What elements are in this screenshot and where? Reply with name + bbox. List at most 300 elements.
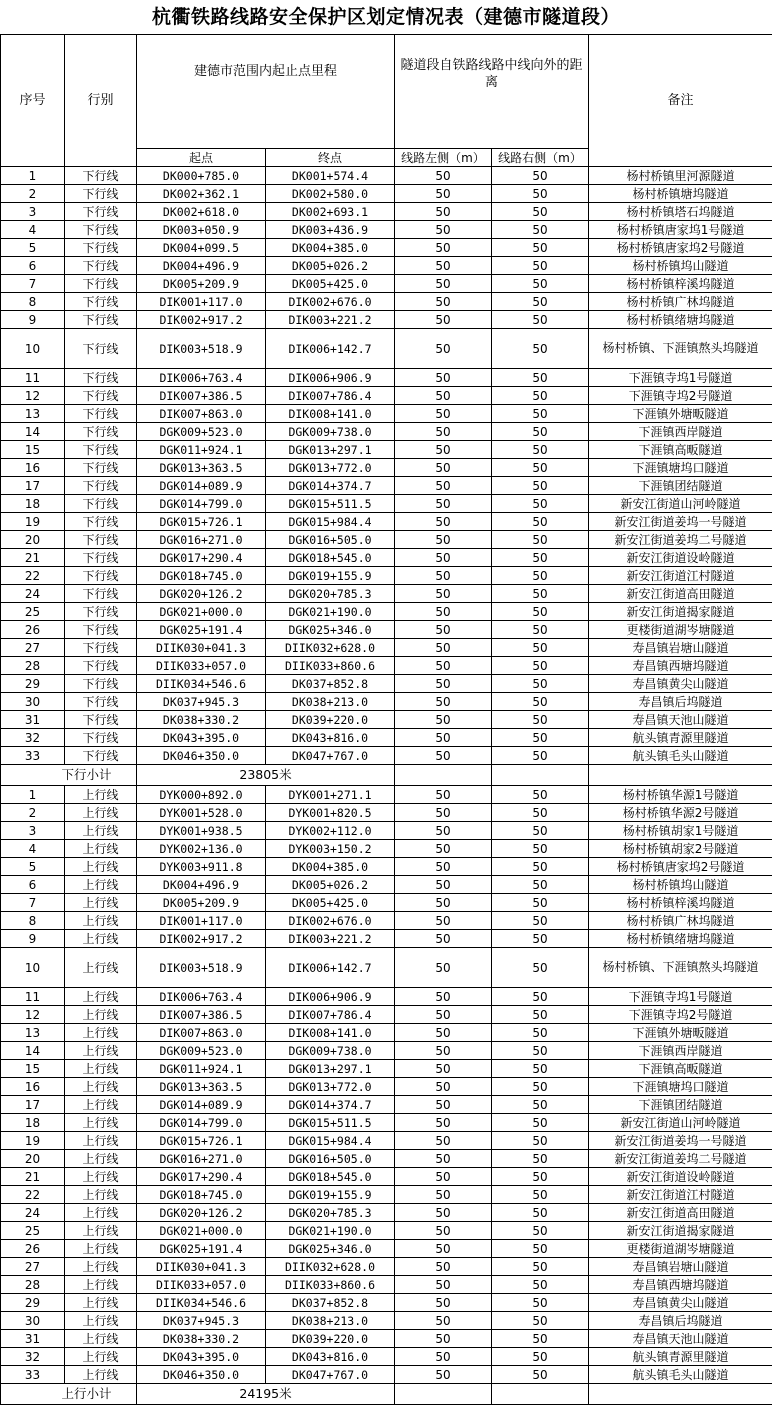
- remark-cell[interactable]: 下涯镇西岸隧道: [589, 423, 772, 441]
- remark-cell[interactable]: 寿昌镇西塘坞隧道: [589, 657, 772, 675]
- right-distance-cell[interactable]: 50: [492, 1366, 589, 1384]
- remark-cell[interactable]: 下涯镇寺坞2号隧道: [589, 387, 772, 405]
- header-left[interactable]: 线路左侧（m）: [395, 149, 492, 167]
- remark-cell[interactable]: 新安江街道江村隧道: [589, 567, 772, 585]
- right-distance-cell[interactable]: 50: [492, 459, 589, 477]
- left-distance-cell[interactable]: 50: [395, 639, 492, 657]
- start-cell[interactable]: DGK009+523.0: [137, 1042, 266, 1060]
- right-distance-cell[interactable]: 50: [492, 1114, 589, 1132]
- right-distance-cell[interactable]: 50: [492, 603, 589, 621]
- end-cell[interactable]: DIIK033+860.6: [266, 1276, 395, 1294]
- remark-cell[interactable]: 寿昌镇天池山隧道: [589, 711, 772, 729]
- start-cell[interactable]: DK038+330.2: [137, 711, 266, 729]
- line-cell[interactable]: 上行线: [65, 1096, 137, 1114]
- seq-cell[interactable]: 14: [1, 1042, 65, 1060]
- end-cell[interactable]: DK039+220.0: [266, 1330, 395, 1348]
- line-cell[interactable]: 上行线: [65, 1276, 137, 1294]
- left-distance-cell[interactable]: 50: [395, 1222, 492, 1240]
- left-distance-cell[interactable]: 50: [395, 804, 492, 822]
- right-distance-cell[interactable]: 50: [492, 621, 589, 639]
- start-cell[interactable]: DGK013+363.5: [137, 459, 266, 477]
- line-cell[interactable]: 下行线: [65, 459, 137, 477]
- left-distance-cell[interactable]: 50: [395, 585, 492, 603]
- right-distance-cell[interactable]: 50: [492, 1006, 589, 1024]
- remark-cell[interactable]: 杨村桥镇唐家坞1号隧道: [589, 221, 772, 239]
- seq-cell[interactable]: 22: [1, 1186, 65, 1204]
- right-distance-cell[interactable]: 50: [492, 423, 589, 441]
- end-cell[interactable]: DK047+767.0: [266, 747, 395, 765]
- remark-cell[interactable]: 杨村桥镇、下涯镇熬头坞隧道: [589, 329, 772, 369]
- seq-cell[interactable]: 1: [1, 167, 65, 185]
- line-cell[interactable]: 上行线: [65, 1024, 137, 1042]
- seq-cell[interactable]: 20: [1, 531, 65, 549]
- right-distance-cell[interactable]: 50: [492, 1204, 589, 1222]
- remark-cell[interactable]: 下涯镇西岸隧道: [589, 1042, 772, 1060]
- seq-cell[interactable]: 13: [1, 1024, 65, 1042]
- remark-cell[interactable]: 下涯镇外塘畈隧道: [589, 1024, 772, 1042]
- subtotal-label[interactable]: 下行小计: [1, 765, 137, 786]
- seq-cell[interactable]: 7: [1, 894, 65, 912]
- start-cell[interactable]: DIK003+518.9: [137, 329, 266, 369]
- end-cell[interactable]: DYK001+820.5: [266, 804, 395, 822]
- line-cell[interactable]: 下行线: [65, 257, 137, 275]
- end-cell[interactable]: DGK016+505.0: [266, 1150, 395, 1168]
- end-cell[interactable]: DIK006+906.9: [266, 988, 395, 1006]
- start-cell[interactable]: DK046+350.0: [137, 1366, 266, 1384]
- right-distance-cell[interactable]: 50: [492, 858, 589, 876]
- remark-cell[interactable]: 新安江街道设岭隧道: [589, 549, 772, 567]
- line-cell[interactable]: 上行线: [65, 840, 137, 858]
- end-cell[interactable]: DGK009+738.0: [266, 423, 395, 441]
- seq-cell[interactable]: 26: [1, 1240, 65, 1258]
- left-distance-cell[interactable]: 50: [395, 369, 492, 387]
- left-distance-cell[interactable]: 50: [395, 387, 492, 405]
- start-cell[interactable]: DYK000+892.0: [137, 786, 266, 804]
- end-cell[interactable]: DIK008+141.0: [266, 1024, 395, 1042]
- seq-cell[interactable]: 26: [1, 621, 65, 639]
- seq-cell[interactable]: 15: [1, 1060, 65, 1078]
- remark-cell[interactable]: 杨村桥镇坞山隧道: [589, 876, 772, 894]
- left-distance-cell[interactable]: 50: [395, 329, 492, 369]
- remark-cell[interactable]: 新安江街道姜坞一号隧道: [589, 1132, 772, 1150]
- seq-cell[interactable]: 33: [1, 747, 65, 765]
- start-cell[interactable]: DGK020+126.2: [137, 585, 266, 603]
- left-distance-cell[interactable]: 50: [395, 257, 492, 275]
- seq-cell[interactable]: 6: [1, 257, 65, 275]
- remark-cell[interactable]: 新安江街道高田隧道: [589, 585, 772, 603]
- remark-cell[interactable]: 航头镇毛头山隧道: [589, 747, 772, 765]
- remark-cell[interactable]: 杨村桥镇塔石坞隧道: [589, 203, 772, 221]
- right-distance-cell[interactable]: 50: [492, 1186, 589, 1204]
- remark-cell[interactable]: 杨村桥镇、下涯镇熬头坞隧道: [589, 948, 772, 988]
- remark-cell[interactable]: 下涯镇团结隧道: [589, 1096, 772, 1114]
- end-cell[interactable]: DGK020+785.3: [266, 1204, 395, 1222]
- start-cell[interactable]: DGK025+191.4: [137, 621, 266, 639]
- remark-cell[interactable]: 寿昌镇黄尖山隧道: [589, 675, 772, 693]
- line-cell[interactable]: 上行线: [65, 1132, 137, 1150]
- end-cell[interactable]: DGK019+155.9: [266, 1186, 395, 1204]
- end-cell[interactable]: DIK007+786.4: [266, 387, 395, 405]
- seq-cell[interactable]: 30: [1, 693, 65, 711]
- right-distance-cell[interactable]: 50: [492, 567, 589, 585]
- remark-cell[interactable]: 寿昌镇岩塘山隧道: [589, 639, 772, 657]
- start-cell[interactable]: DGK021+000.0: [137, 603, 266, 621]
- seq-cell[interactable]: 28: [1, 657, 65, 675]
- seq-cell[interactable]: 18: [1, 1114, 65, 1132]
- subtotal-value[interactable]: 23805米: [137, 765, 395, 786]
- remark-cell[interactable]: 新安江街道姜坞二号隧道: [589, 531, 772, 549]
- end-cell[interactable]: DGK015+984.4: [266, 1132, 395, 1150]
- start-cell[interactable]: DIK007+863.0: [137, 1024, 266, 1042]
- left-distance-cell[interactable]: 50: [395, 1312, 492, 1330]
- left-distance-cell[interactable]: 50: [395, 1006, 492, 1024]
- left-distance-cell[interactable]: 50: [395, 822, 492, 840]
- start-cell[interactable]: DIIK033+057.0: [137, 657, 266, 675]
- start-cell[interactable]: DGK015+726.1: [137, 513, 266, 531]
- left-distance-cell[interactable]: 50: [395, 167, 492, 185]
- right-distance-cell[interactable]: 50: [492, 167, 589, 185]
- seq-cell[interactable]: 12: [1, 1006, 65, 1024]
- start-cell[interactable]: DK005+209.9: [137, 894, 266, 912]
- empty-cell[interactable]: [395, 1384, 492, 1405]
- right-distance-cell[interactable]: 50: [492, 894, 589, 912]
- right-distance-cell[interactable]: 50: [492, 711, 589, 729]
- seq-cell[interactable]: 24: [1, 585, 65, 603]
- line-cell[interactable]: 下行线: [65, 531, 137, 549]
- remark-cell[interactable]: 新安江街道姜坞二号隧道: [589, 1150, 772, 1168]
- seq-cell[interactable]: 9: [1, 930, 65, 948]
- start-cell[interactable]: DGK016+271.0: [137, 531, 266, 549]
- remark-cell[interactable]: 杨村桥镇绪塘坞隧道: [589, 311, 772, 329]
- start-cell[interactable]: DIIK030+041.3: [137, 1258, 266, 1276]
- end-cell[interactable]: DGK018+545.0: [266, 549, 395, 567]
- seq-cell[interactable]: 5: [1, 858, 65, 876]
- left-distance-cell[interactable]: 50: [395, 239, 492, 257]
- line-cell[interactable]: 上行线: [65, 876, 137, 894]
- end-cell[interactable]: DK004+385.0: [266, 858, 395, 876]
- line-cell[interactable]: 上行线: [65, 1168, 137, 1186]
- left-distance-cell[interactable]: 50: [395, 912, 492, 930]
- start-cell[interactable]: DYK001+528.0: [137, 804, 266, 822]
- right-distance-cell[interactable]: 50: [492, 1348, 589, 1366]
- remark-cell[interactable]: 杨村桥镇广林坞隧道: [589, 293, 772, 311]
- right-distance-cell[interactable]: 50: [492, 531, 589, 549]
- end-cell[interactable]: DK043+816.0: [266, 1348, 395, 1366]
- right-distance-cell[interactable]: 50: [492, 948, 589, 988]
- remark-cell[interactable]: 杨村桥镇唐家坞2号隧道: [589, 239, 772, 257]
- right-distance-cell[interactable]: 50: [492, 693, 589, 711]
- left-distance-cell[interactable]: 50: [395, 711, 492, 729]
- right-distance-cell[interactable]: 50: [492, 1150, 589, 1168]
- start-cell[interactable]: DIK002+917.2: [137, 311, 266, 329]
- right-distance-cell[interactable]: 50: [492, 203, 589, 221]
- right-distance-cell[interactable]: 50: [492, 1078, 589, 1096]
- end-cell[interactable]: DGK013+297.1: [266, 1060, 395, 1078]
- remark-cell[interactable]: 寿昌镇天池山隧道: [589, 1330, 772, 1348]
- right-distance-cell[interactable]: 50: [492, 639, 589, 657]
- remark-cell[interactable]: 寿昌镇岩塘山隧道: [589, 1258, 772, 1276]
- remark-cell[interactable]: 杨村桥镇塘坞隧道: [589, 185, 772, 203]
- header-line[interactable]: 行别: [65, 35, 137, 167]
- seq-cell[interactable]: 4: [1, 840, 65, 858]
- start-cell[interactable]: DIK001+117.0: [137, 293, 266, 311]
- line-cell[interactable]: 下行线: [65, 387, 137, 405]
- start-cell[interactable]: DK046+350.0: [137, 747, 266, 765]
- right-distance-cell[interactable]: 50: [492, 1312, 589, 1330]
- line-cell[interactable]: 下行线: [65, 675, 137, 693]
- left-distance-cell[interactable]: 50: [395, 693, 492, 711]
- left-distance-cell[interactable]: 50: [395, 311, 492, 329]
- end-cell[interactable]: DIK006+142.7: [266, 329, 395, 369]
- remark-cell[interactable]: 杨村桥镇梓溪坞隧道: [589, 275, 772, 293]
- seq-cell[interactable]: 24: [1, 1204, 65, 1222]
- line-cell[interactable]: 下行线: [65, 405, 137, 423]
- left-distance-cell[interactable]: 50: [395, 988, 492, 1006]
- left-distance-cell[interactable]: 50: [395, 894, 492, 912]
- line-cell[interactable]: 下行线: [65, 239, 137, 257]
- left-distance-cell[interactable]: 50: [395, 858, 492, 876]
- end-cell[interactable]: DIK003+221.2: [266, 311, 395, 329]
- line-cell[interactable]: 下行线: [65, 423, 137, 441]
- remark-cell[interactable]: 下涯镇寺坞1号隧道: [589, 988, 772, 1006]
- empty-cell[interactable]: [492, 765, 589, 786]
- line-cell[interactable]: 上行线: [65, 988, 137, 1006]
- right-distance-cell[interactable]: 50: [492, 1060, 589, 1078]
- end-cell[interactable]: DK038+213.0: [266, 1312, 395, 1330]
- line-cell[interactable]: 下行线: [65, 513, 137, 531]
- end-cell[interactable]: DYK001+271.1: [266, 786, 395, 804]
- start-cell[interactable]: DGK018+745.0: [137, 1186, 266, 1204]
- seq-cell[interactable]: 2: [1, 185, 65, 203]
- seq-cell[interactable]: 4: [1, 221, 65, 239]
- right-distance-cell[interactable]: 50: [492, 441, 589, 459]
- right-distance-cell[interactable]: 50: [492, 786, 589, 804]
- line-cell[interactable]: 下行线: [65, 293, 137, 311]
- start-cell[interactable]: DK037+945.3: [137, 1312, 266, 1330]
- left-distance-cell[interactable]: 50: [395, 405, 492, 423]
- right-distance-cell[interactable]: 50: [492, 477, 589, 495]
- remark-cell[interactable]: 航头镇毛头山隧道: [589, 1366, 772, 1384]
- left-distance-cell[interactable]: 50: [395, 459, 492, 477]
- line-cell[interactable]: 上行线: [65, 1114, 137, 1132]
- seq-cell[interactable]: 12: [1, 387, 65, 405]
- start-cell[interactable]: DIK003+518.9: [137, 948, 266, 988]
- right-distance-cell[interactable]: 50: [492, 1096, 589, 1114]
- line-cell[interactable]: 上行线: [65, 1366, 137, 1384]
- end-cell[interactable]: DGK014+374.7: [266, 1096, 395, 1114]
- remark-cell[interactable]: 下涯镇外塘畈隧道: [589, 405, 772, 423]
- line-cell[interactable]: 下行线: [65, 311, 137, 329]
- remark-cell[interactable]: 新安江街道姜坞一号隧道: [589, 513, 772, 531]
- header-distance[interactable]: 隧道段自铁路线路中线向外的距离: [395, 35, 589, 149]
- start-cell[interactable]: DIIK034+546.6: [137, 675, 266, 693]
- right-distance-cell[interactable]: 50: [492, 405, 589, 423]
- remark-cell[interactable]: 下涯镇高畈隧道: [589, 1060, 772, 1078]
- end-cell[interactable]: DK005+425.0: [266, 275, 395, 293]
- right-distance-cell[interactable]: 50: [492, 513, 589, 531]
- empty-cell[interactable]: [395, 765, 492, 786]
- left-distance-cell[interactable]: 50: [395, 1276, 492, 1294]
- remark-cell[interactable]: 新安江街道揭家隧道: [589, 603, 772, 621]
- end-cell[interactable]: DK039+220.0: [266, 711, 395, 729]
- left-distance-cell[interactable]: 50: [395, 275, 492, 293]
- remark-cell[interactable]: 杨村桥镇梓溪坞隧道: [589, 894, 772, 912]
- right-distance-cell[interactable]: 50: [492, 822, 589, 840]
- left-distance-cell[interactable]: 50: [395, 1096, 492, 1114]
- remark-cell[interactable]: 杨村桥镇广林坞隧道: [589, 912, 772, 930]
- remark-cell[interactable]: 杨村桥镇华源1号隧道: [589, 786, 772, 804]
- end-cell[interactable]: DK002+693.1: [266, 203, 395, 221]
- right-distance-cell[interactable]: 50: [492, 585, 589, 603]
- seq-cell[interactable]: 20: [1, 1150, 65, 1168]
- end-cell[interactable]: DGK019+155.9: [266, 567, 395, 585]
- end-cell[interactable]: DGK025+346.0: [266, 621, 395, 639]
- left-distance-cell[interactable]: 50: [395, 549, 492, 567]
- seq-cell[interactable]: 8: [1, 912, 65, 930]
- start-cell[interactable]: DK038+330.2: [137, 1330, 266, 1348]
- right-distance-cell[interactable]: 50: [492, 912, 589, 930]
- end-cell[interactable]: DGK021+190.0: [266, 1222, 395, 1240]
- start-cell[interactable]: DGK020+126.2: [137, 1204, 266, 1222]
- right-distance-cell[interactable]: 50: [492, 257, 589, 275]
- right-distance-cell[interactable]: 50: [492, 293, 589, 311]
- line-cell[interactable]: 上行线: [65, 1186, 137, 1204]
- left-distance-cell[interactable]: 50: [395, 1132, 492, 1150]
- right-distance-cell[interactable]: 50: [492, 495, 589, 513]
- remark-cell[interactable]: 杨村桥镇坞山隧道: [589, 257, 772, 275]
- line-cell[interactable]: 下行线: [65, 603, 137, 621]
- start-cell[interactable]: DGK014+799.0: [137, 1114, 266, 1132]
- end-cell[interactable]: DIK002+676.0: [266, 293, 395, 311]
- left-distance-cell[interactable]: 50: [395, 1204, 492, 1222]
- left-distance-cell[interactable]: 50: [395, 513, 492, 531]
- line-cell[interactable]: 下行线: [65, 329, 137, 369]
- left-distance-cell[interactable]: 50: [395, 876, 492, 894]
- right-distance-cell[interactable]: 50: [492, 1168, 589, 1186]
- right-distance-cell[interactable]: 50: [492, 930, 589, 948]
- header-seq[interactable]: 序号: [1, 35, 65, 167]
- line-cell[interactable]: 下行线: [65, 549, 137, 567]
- line-cell[interactable]: 下行线: [65, 477, 137, 495]
- start-cell[interactable]: DGK014+089.9: [137, 1096, 266, 1114]
- right-distance-cell[interactable]: 50: [492, 275, 589, 293]
- end-cell[interactable]: DIK007+786.4: [266, 1006, 395, 1024]
- start-cell[interactable]: DGK017+290.4: [137, 1168, 266, 1186]
- remark-cell[interactable]: 寿昌镇后坞隧道: [589, 1312, 772, 1330]
- end-cell[interactable]: DK005+425.0: [266, 894, 395, 912]
- seq-cell[interactable]: 17: [1, 1096, 65, 1114]
- remark-cell[interactable]: 新安江街道江村隧道: [589, 1186, 772, 1204]
- line-cell[interactable]: 下行线: [65, 221, 137, 239]
- right-distance-cell[interactable]: 50: [492, 729, 589, 747]
- seq-cell[interactable]: 15: [1, 441, 65, 459]
- right-distance-cell[interactable]: 50: [492, 329, 589, 369]
- left-distance-cell[interactable]: 50: [395, 1024, 492, 1042]
- end-cell[interactable]: DK001+574.4: [266, 167, 395, 185]
- left-distance-cell[interactable]: 50: [395, 1078, 492, 1096]
- header-remark[interactable]: 备注: [589, 35, 772, 167]
- line-cell[interactable]: 下行线: [65, 747, 137, 765]
- line-cell[interactable]: 上行线: [65, 1294, 137, 1312]
- start-cell[interactable]: DGK016+271.0: [137, 1150, 266, 1168]
- start-cell[interactable]: DGK021+000.0: [137, 1222, 266, 1240]
- empty-cell[interactable]: [589, 1384, 772, 1405]
- right-distance-cell[interactable]: 50: [492, 185, 589, 203]
- remark-cell[interactable]: 杨村桥镇胡家2号隧道: [589, 840, 772, 858]
- remark-cell[interactable]: 杨村桥镇里河源隧道: [589, 167, 772, 185]
- remark-cell[interactable]: 新安江街道山河岭隧道: [589, 1114, 772, 1132]
- header-range[interactable]: 建德市范围内起止点里程: [137, 35, 395, 149]
- right-distance-cell[interactable]: 50: [492, 675, 589, 693]
- start-cell[interactable]: DIK007+863.0: [137, 405, 266, 423]
- left-distance-cell[interactable]: 50: [395, 675, 492, 693]
- seq-cell[interactable]: 3: [1, 203, 65, 221]
- remark-cell[interactable]: 杨村桥镇胡家1号隧道: [589, 822, 772, 840]
- seq-cell[interactable]: 32: [1, 729, 65, 747]
- end-cell[interactable]: DK004+385.0: [266, 239, 395, 257]
- remark-cell[interactable]: 寿昌镇后坞隧道: [589, 693, 772, 711]
- end-cell[interactable]: DIK002+676.0: [266, 912, 395, 930]
- empty-cell[interactable]: [492, 1384, 589, 1405]
- line-cell[interactable]: 上行线: [65, 894, 137, 912]
- end-cell[interactable]: DGK013+297.1: [266, 441, 395, 459]
- seq-cell[interactable]: 18: [1, 495, 65, 513]
- right-distance-cell[interactable]: 50: [492, 221, 589, 239]
- seq-cell[interactable]: 32: [1, 1348, 65, 1366]
- end-cell[interactable]: DGK009+738.0: [266, 1042, 395, 1060]
- right-distance-cell[interactable]: 50: [492, 311, 589, 329]
- remark-cell[interactable]: 更楼街道湖岑塘隧道: [589, 1240, 772, 1258]
- end-cell[interactable]: DGK018+545.0: [266, 1168, 395, 1186]
- seq-cell[interactable]: 30: [1, 1312, 65, 1330]
- seq-cell[interactable]: 10: [1, 948, 65, 988]
- left-distance-cell[interactable]: 50: [395, 423, 492, 441]
- start-cell[interactable]: DK004+496.9: [137, 257, 266, 275]
- end-cell[interactable]: DIK003+221.2: [266, 930, 395, 948]
- seq-cell[interactable]: 9: [1, 311, 65, 329]
- right-distance-cell[interactable]: 50: [492, 387, 589, 405]
- seq-cell[interactable]: 29: [1, 1294, 65, 1312]
- start-cell[interactable]: DGK015+726.1: [137, 1132, 266, 1150]
- seq-cell[interactable]: 3: [1, 822, 65, 840]
- left-distance-cell[interactable]: 50: [395, 1366, 492, 1384]
- start-cell[interactable]: DGK013+363.5: [137, 1078, 266, 1096]
- left-distance-cell[interactable]: 50: [395, 1114, 492, 1132]
- right-distance-cell[interactable]: 50: [492, 549, 589, 567]
- line-cell[interactable]: 下行线: [65, 729, 137, 747]
- left-distance-cell[interactable]: 50: [395, 1042, 492, 1060]
- remark-cell[interactable]: 新安江街道山河岭隧道: [589, 495, 772, 513]
- header-right[interactable]: 线路右侧（m）: [492, 149, 589, 167]
- start-cell[interactable]: DIIK034+546.6: [137, 1294, 266, 1312]
- line-cell[interactable]: 上行线: [65, 1258, 137, 1276]
- remark-cell[interactable]: 寿昌镇西塘坞隧道: [589, 1276, 772, 1294]
- line-cell[interactable]: 下行线: [65, 275, 137, 293]
- remark-cell[interactable]: 下涯镇团结隧道: [589, 477, 772, 495]
- start-cell[interactable]: DYK003+911.8: [137, 858, 266, 876]
- seq-cell[interactable]: 1: [1, 786, 65, 804]
- remark-cell[interactable]: 下涯镇塘坞口隧道: [589, 459, 772, 477]
- line-cell[interactable]: 下行线: [65, 567, 137, 585]
- right-distance-cell[interactable]: 50: [492, 369, 589, 387]
- left-distance-cell[interactable]: 50: [395, 621, 492, 639]
- right-distance-cell[interactable]: 50: [492, 1330, 589, 1348]
- header-end[interactable]: 终点: [266, 149, 395, 167]
- start-cell[interactable]: DK000+785.0: [137, 167, 266, 185]
- left-distance-cell[interactable]: 50: [395, 531, 492, 549]
- end-cell[interactable]: DGK014+374.7: [266, 477, 395, 495]
- line-cell[interactable]: 上行线: [65, 1240, 137, 1258]
